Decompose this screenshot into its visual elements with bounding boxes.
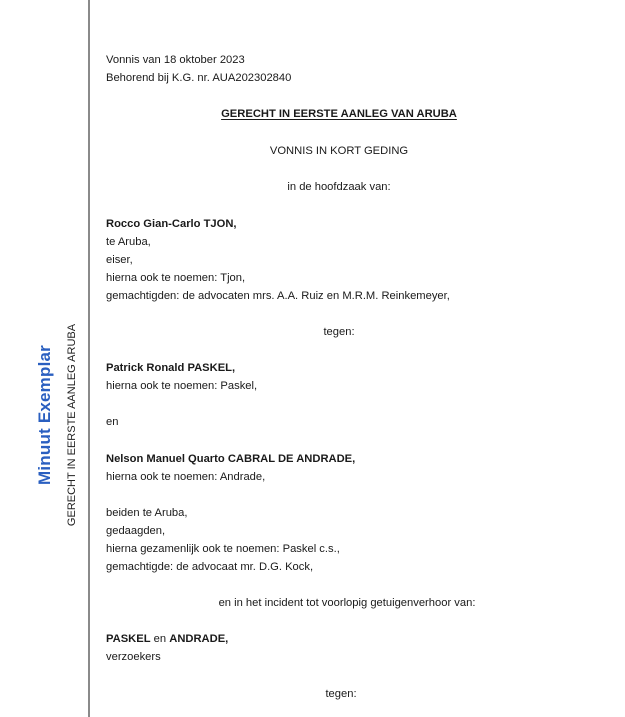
incident-intro: en in het incident tot voorlopig getuigenverhoor van: — [218, 597, 476, 609]
plaintiff-line: eiser, — [106, 254, 133, 266]
court-heading: GERECHT IN EERSTE AANLEG VAN ARUBA — [221, 108, 457, 120]
defendant-2-name: Nelson Manuel Quarto CABRAL DE ANDRADE, — [106, 453, 356, 465]
petitioners-role: verzoekers — [106, 651, 161, 663]
defendant-1-name: Patrick Ronald PASKEL, — [106, 362, 236, 374]
margin-rule — [88, 0, 90, 717]
plaintiff-line: gemachtigden: de advocaten mrs. A.A. Ruiz en M.R.M. Reinkemeyer, — [106, 290, 450, 302]
petitioners-joiner: en — [150, 633, 170, 645]
defendants-line: hierna gezamenlijk ook te noemen: Paskel c.s., — [106, 543, 340, 555]
defendant-2-alias: hierna ook te noemen: Andrade, — [106, 471, 266, 483]
conjunction: en — [106, 416, 119, 428]
minuut-exemplar-stamp: Minuut Exemplar — [35, 345, 54, 485]
defendants-line: gedaagden, — [106, 525, 166, 537]
plaintiff-name: Rocco Gian-Carlo TJON, — [106, 218, 237, 230]
defendants-line: gemachtigde: de advocaat mr. D.G. Kock, — [106, 561, 314, 573]
petitioners-names — [106, 632, 228, 646]
petitioner-1-name: PASKEL — [106, 633, 151, 645]
vertical-court-label: GERECHT IN EERSTE AANLEG ARUBA — [66, 323, 78, 527]
defendants-line: beiden te Aruba, — [106, 507, 188, 519]
plaintiff-line: hierna ook te noemen: Tjon, — [106, 272, 246, 284]
judgment-type: VONNIS IN KORT GEDING — [269, 145, 409, 157]
petitioner-2-name: ANDRADE, — [169, 633, 229, 645]
main-case-intro: in de hoofdzaak van: — [287, 181, 391, 193]
plaintiff-line: te Aruba, — [106, 236, 151, 248]
versus-label: tegen: — [323, 326, 355, 338]
defendant-1-alias: hierna ook te noemen: Paskel, — [106, 380, 258, 392]
versus-label-2: tegen: — [325, 688, 357, 700]
case-reference: Behorend bij K.G. nr. AUA202302840 — [106, 72, 292, 84]
judgment-date: Vonnis van 18 oktober 2023 — [106, 54, 245, 66]
